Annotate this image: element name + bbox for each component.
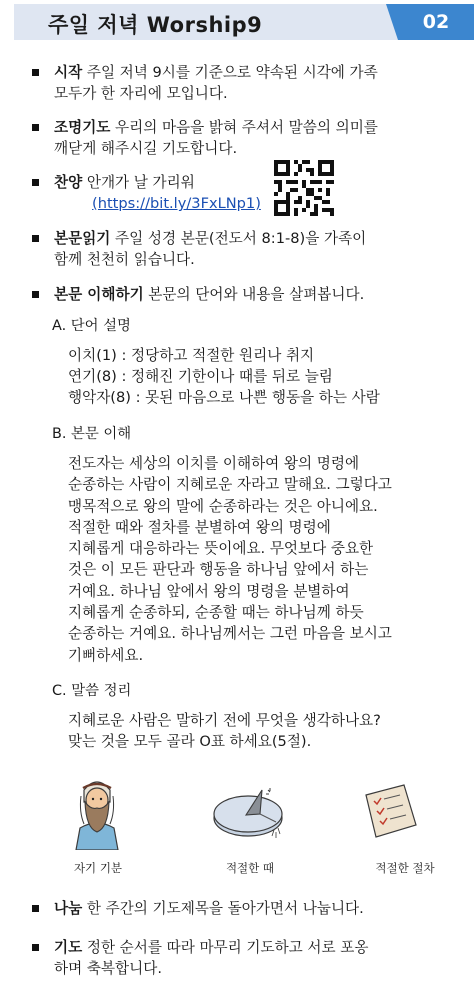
bullet-icon xyxy=(32,905,39,912)
item-text: 본문의 단어와 내용을 살펴봅니다. xyxy=(143,286,365,303)
paragraph-line: 순종하는 사람이 지혜로운 자라고 말해요. 그렇다고 xyxy=(68,476,392,494)
question-line: 지혜로운 사람은 말하기 전에 무엇을 생각하나요? xyxy=(68,712,381,729)
section-b-body xyxy=(68,453,460,666)
definition-line: 행악자(8) : 못된 마음으로 나쁜 행동을 하는 사람 xyxy=(68,389,380,406)
item-keyword: 나눔 xyxy=(54,900,83,917)
page-header xyxy=(14,4,474,40)
paragraph-line: 지혜롭게 순종하되, 순종할 때는 하나님께 하듯 xyxy=(68,604,364,622)
paragraph-line: 전도자는 세상의 이치를 이해하여 왕의 명령에 xyxy=(68,455,360,472)
item-text: 주일 저녁 9시를 기준으로 약속된 시각에 가족 xyxy=(82,64,378,81)
definition-line: 이치(1) : 정당하고 적절한 원리나 취지 xyxy=(68,347,315,364)
item-text: 정한 순서를 따라 마무리 기도하고 서로 포옹 xyxy=(82,939,369,956)
item-text-cont: 하며 축복합니다. xyxy=(54,960,162,977)
item-text-cont: 모두가 한 자리에 모입니다. xyxy=(54,85,228,102)
praise-link[interactable]: (https://bit.ly/3FxLNp1) xyxy=(92,195,261,212)
paragraph-line: 기뻐하세요. xyxy=(68,646,144,664)
paragraph-line: 지혜롭게 대응하라는 뜻이에요. 무엇보다 중요한 xyxy=(68,540,374,558)
bullet-icon xyxy=(32,291,39,298)
section-c-title: C. 말씀 정리 xyxy=(52,683,132,699)
item-keyword: 조명기도 xyxy=(54,119,111,136)
bullet-icon xyxy=(32,124,39,131)
paragraph-line: 것은 이 모든 판단과 행동을 하나님 앞에서 하는 xyxy=(68,561,369,579)
item-text-cont: 깨닫게 해주시길 기도합니다. xyxy=(54,140,238,157)
bullet-icon xyxy=(32,944,39,951)
section-a-title: A. 단어 설명 xyxy=(52,318,131,334)
item-keyword: 본문 이해하기 xyxy=(54,286,144,303)
item-keyword: 기도 xyxy=(54,939,83,956)
qr-code-icon[interactable] xyxy=(274,160,334,216)
section-b-title: B. 본문 이해 xyxy=(52,426,132,442)
bullet-icon xyxy=(32,179,39,186)
caption-time: 적절한 때 xyxy=(225,861,275,875)
caption-procedure: 적절한 절차 xyxy=(375,861,435,875)
item-text: 한 주간의 기도제목을 돌아가면서 나눕니다. xyxy=(82,900,364,917)
paragraph-line: 맹목적으로 왕의 말에 순종하라는 것은 아니에요. xyxy=(68,497,378,515)
item-keyword: 본문읽기 xyxy=(54,230,111,247)
checklist-paper-icon xyxy=(360,783,420,841)
item-text: 안개가 날 가리워 xyxy=(82,174,195,191)
sundial-icon xyxy=(210,784,290,840)
paragraph-line: 적절한 때와 절차를 분별하여 왕의 명령에 xyxy=(68,518,331,536)
page-title: 주일 저녁 Worship9 xyxy=(48,13,263,37)
bullet-icon xyxy=(32,235,39,242)
item-text-cont: 함께 천천히 읽습니다. xyxy=(54,251,195,268)
bearded-man-icon xyxy=(72,772,122,850)
caption-mood: 자기 기분 xyxy=(73,861,123,875)
question-line: 맞는 것을 모두 골라 O표 하세요(5절). xyxy=(68,733,312,750)
section-a-body xyxy=(68,345,460,408)
item-text: 주일 성경 본문(전도서 8:1-8)을 가족이 xyxy=(110,230,367,247)
paragraph-line: 순종하는 거예요. 하나님께서는 그런 마음을 보시고 xyxy=(68,625,392,643)
item-keyword: 찬양 xyxy=(54,174,83,191)
paragraph-line: 거예요. 하나님 앞에서 왕의 명령을 분별하여 xyxy=(68,582,350,600)
item-text: 우리의 마음을 밝혀 주셔서 말씀의 의미를 xyxy=(110,119,378,136)
bullet-icon xyxy=(32,69,39,76)
definition-line: 연기(8) : 정해진 기한이나 때를 뒤로 늘림 xyxy=(68,368,333,385)
page-number: 02 xyxy=(398,4,474,40)
section-c-body xyxy=(68,710,460,752)
item-keyword: 시작 xyxy=(54,64,83,81)
